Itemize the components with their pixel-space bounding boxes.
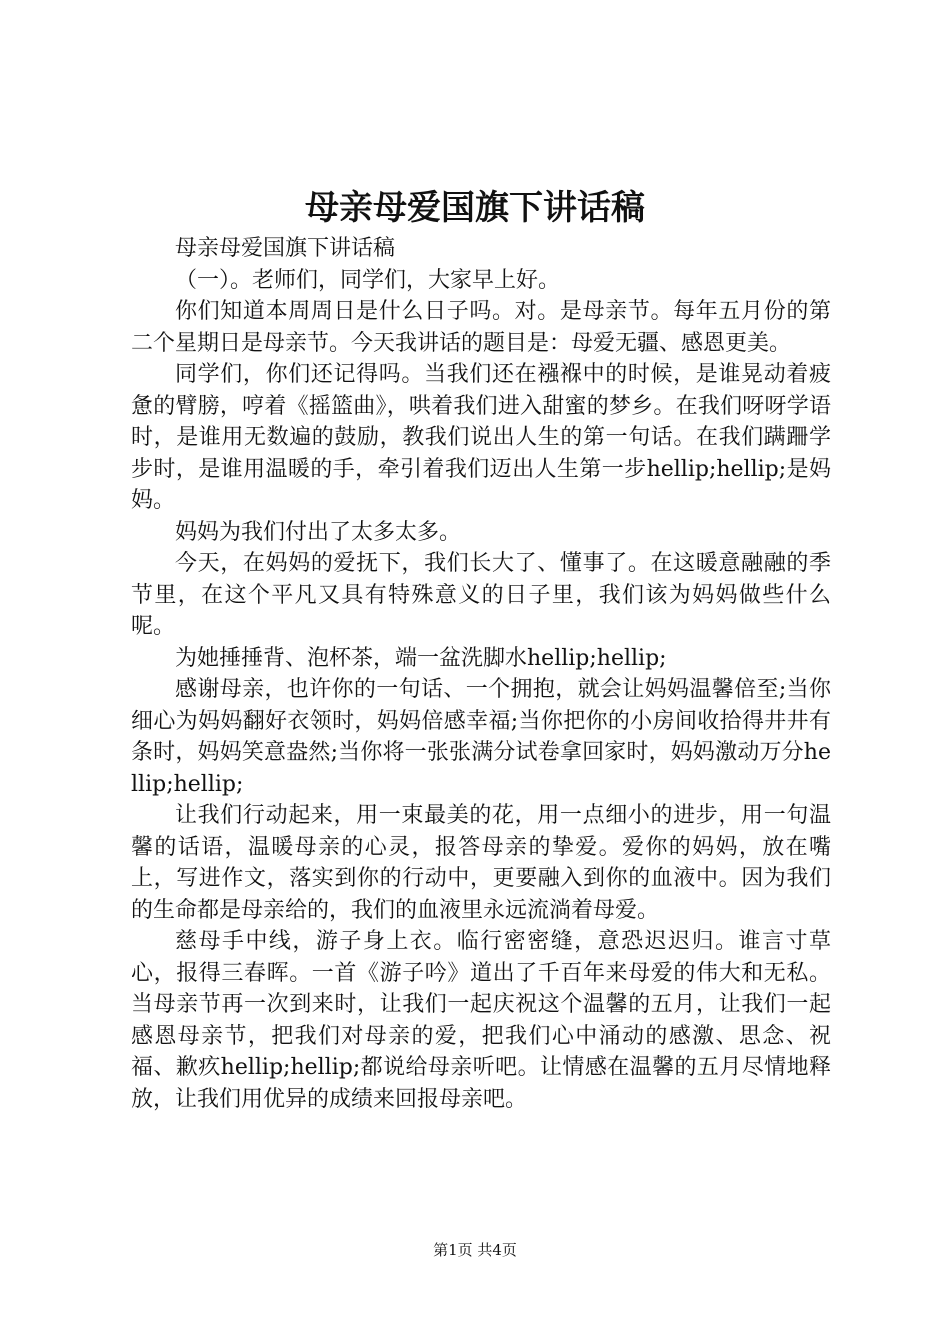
paragraph: 你们知道本周周日是什么日子吗。对。是母亲节。每年五月份的第二个星期日是母亲节。今天我讲话的题目是：母爱无疆、感恩更美。 — [131, 299, 831, 356]
paragraph: 妈妈为我们付出了太多太多。 — [175, 519, 462, 545]
paragraph: 母亲母爱国旗下讲话稿 — [175, 236, 396, 261]
page-number-footer: 第1页 共4页 — [433, 1241, 517, 1259]
paragraph: 今天，在妈妈的爱抚下，我们长大了、懂事了。在这暖意融融的季节里，在这个平凡又具有特殊意义的日子里，我们该为妈妈做些什么呢。 — [131, 551, 831, 639]
paragraph: 慈母手中线，游子身上衣。临行密密缝，意恐迟迟归。谁言寸草心，报得三春晖。一首《游子吟》道出了千百年来母爱的伟大和无私。当母亲节再一次到来时，让我们一起庆祝这个温馨的五月，让我们一起感恩母亲节，把我们对母亲的爱，把我们心中涌动的感激、思念、祝福、歉疚hellip;hellip;都说给母亲听吧。让情感在温馨的五月尽情地释放，让我们用优异的成绩来回报母亲吧。 — [131, 929, 831, 1112]
document-body — [131, 233, 831, 1115]
paragraph: （一）。老师们，同学们，大家早上好。 — [175, 267, 561, 293]
paragraph: 感谢母亲，也许你的一句话、一个拥抱，就会让妈妈温馨倍至;当你细心为妈妈翻好衣领时，妈妈倍感幸福;当你把你的小房间收拾得井井有条时，妈妈笑意盎然;当你将一张张满分试卷拿回家时，妈妈激动万分hellip;hellip; — [131, 677, 831, 797]
document-title: 母亲母爱国旗下讲话稿 — [305, 188, 645, 228]
paragraph: 同学们，你们还记得吗。当我们还在襁褓中的时候，是谁晃动着疲惫的臂膀，哼着《摇篮曲》，哄着我们进入甜蜜的梦乡。在我们呀呀学语时，是谁用无数遍的鼓励，教我们说出人生的第一句话。在我们蹒跚学步时，是谁用温暖的手，牵引着我们迈出人生第一步hellip;hellip;是妈妈。 — [131, 362, 831, 513]
paragraph: 为她捶捶背、泡杯茶，端一盆洗脚水hellip;hellip; — [175, 645, 667, 671]
paragraph: 让我们行动起来，用一束最美的花，用一点细小的进步，用一句温馨的话语，温暖母亲的心灵，报答母亲的挚爱。爱你的妈妈，放在嘴上，写进作文，落实到你的行动中，更要融入到你的血液中。因为我们的生命都是母亲给的，我们的血液里永远流淌着母爱。 — [131, 803, 831, 923]
